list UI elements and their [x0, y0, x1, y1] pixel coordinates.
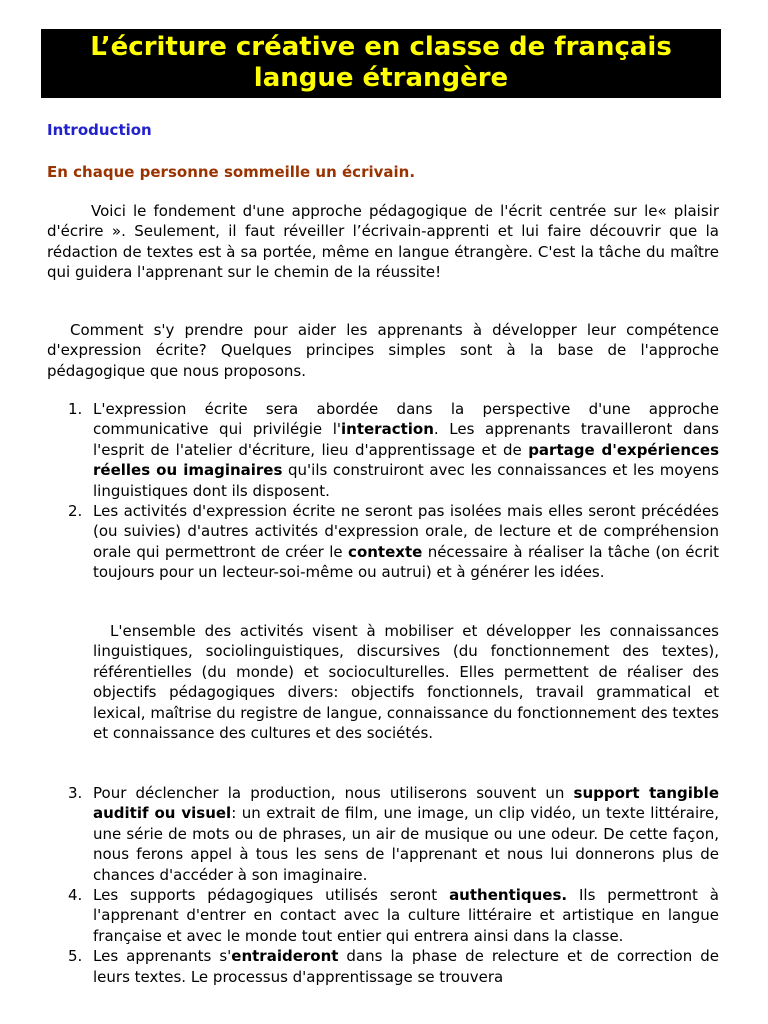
list-item-text — [93, 885, 719, 946]
title-banner — [41, 29, 721, 98]
text-run: Les supports pédagogiques utilisés seront — [93, 886, 450, 905]
text-run: Pour déclencher la production, nous utiliserons souvent un — [93, 784, 574, 802]
text-run: Les activités d'expression écrite ne seront pas isolées mais elles seront précédées (ou suivies) d'autres activités d'expression orale, de lecture et de compréhension orale qui permettront de créer le — [93, 502, 719, 561]
text-run: L'expression écrite sera abordée dans la perspective d'une approche communicative qui privilégie l' — [93, 400, 719, 439]
bold-term: authentiques. — [449, 886, 568, 905]
list-item-text — [93, 783, 719, 885]
paragraph-2: Comment s'y prendre pour aider les apprenants à développer leur compétence d'expression écrite? Quelques principes simples sont à la base de l'approche pédagogique que nous proposons. — [47, 321, 719, 380]
text-run: qu'ils construiront avec les connaissances et les moyens linguistiques dont ils disposent. — [93, 461, 719, 500]
text-run: Ils permettront à l'apprenant d'entrer en contact avec la culture littéraire et artistique en langue française et avec le monde tout entier qui entrera ainsi dans la classe. — [93, 886, 719, 945]
text-run: : un extrait de film, une image, un clip vidéo, un texte littéraire, une série de mots ou de phrases, un air de musique ou une odeur. De cette façon, nous ferons appel à tous les sens de l'apprenant et nous lui donnerons plus de chances d'accéder à son imaginaire. — [93, 804, 719, 884]
bold-term: interaction — [341, 420, 434, 439]
list-item-2-followup: L'ensemble des activités visent à mobiliser et développer les connaissances linguistiques, sociolinguistiques, discursives (du fonctionnement des textes), référentielles (du monde) et socioculturelles. Elles permettent de réaliser des objectifs pédagogiques divers: objectifs fonctionnels, travail grammatical et lexical, maîtrise du registre de langue, connaissance du fonctionnement des textes et connaissance des cultures et des sociétés. — [93, 622, 719, 743]
list-item-number: 4. — [68, 886, 83, 905]
list-item-number: 3. — [68, 784, 83, 802]
text-run: dans la phase de relecture et de correction de leurs textes. Le processus d'apprentissage se trouvera — [93, 947, 719, 986]
list-item-4 — [68, 885, 719, 946]
text-run: Les apprenants s' — [93, 947, 232, 966]
text-run: . Les apprenants travailleront dans l'esprit de l'atelier d'écriture, lieu d'apprentissage et de — [93, 420, 719, 459]
list-item-number: 5. — [68, 947, 83, 966]
principles-list-part-1 — [68, 399, 719, 583]
bold-term: contexte — [348, 542, 423, 561]
bold-term: partage d'expériences réelles ou imaginaires — [93, 440, 719, 480]
list-item-text — [93, 501, 719, 583]
title-line-2: langue étrangère — [253, 63, 509, 93]
section-subheading: En chaque personne sommeille un écrivain. — [47, 163, 416, 181]
list-item-1 — [68, 399, 719, 501]
list-item-number: 2. — [68, 502, 83, 521]
list-item-text — [93, 399, 719, 501]
list-item-3 — [68, 783, 719, 885]
principles-list-part-2 — [68, 783, 719, 987]
list-item-text — [93, 946, 719, 987]
list-item-2 — [68, 501, 719, 583]
bold-term: entraideront — [231, 947, 339, 966]
text-run: nécessaire à réaliser la tâche (on écrit toujours pour un lecteur-soi-même ou autrui) et à générer les idées. — [93, 542, 720, 582]
list-item-number: 1. — [68, 400, 83, 418]
paragraph-1: Voici le fondement d'une approche pédagogique de l'écrit centrée sur le« plaisir d'écrire ». Seulement, il faut réveiller l’écrivain-apprenti et lui faire découvrir que la rédaction de textes est à sa portée, même en langue étrangère. C'est la tâche du maître qui guidera l'apprenant sur le chemin de la réussite! — [47, 202, 719, 282]
list-item-5 — [68, 946, 719, 987]
bold-term: support tangible auditif ou visuel — [93, 784, 719, 823]
title-line-1: L’écriture créative en classe de français — [90, 32, 672, 62]
section-heading: Introduction — [47, 121, 152, 139]
